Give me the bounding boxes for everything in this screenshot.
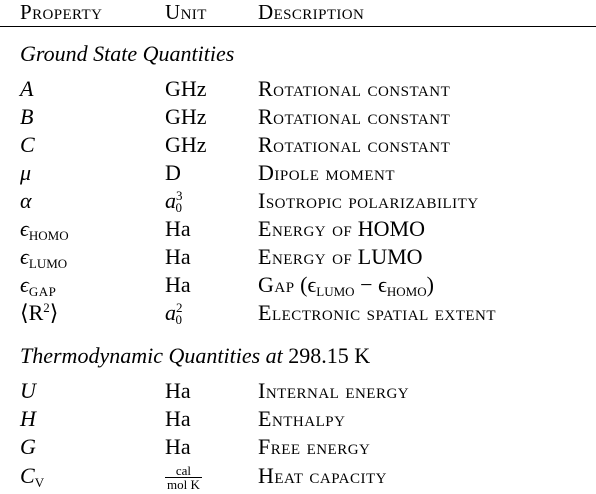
symbol: $C_V$: [20, 463, 45, 490]
table-row: [0, 462, 596, 493]
header-description: Description: [258, 0, 365, 24]
description: Gap $(\epsilon_{LUMO} - \epsilon_{HOMO})$: [258, 272, 434, 299]
description: Free energy: [258, 434, 371, 459]
table-row: [0, 215, 596, 243]
unit: $a^2_0$: [165, 300, 183, 327]
unit: Ha: [165, 216, 191, 241]
symbol: $\epsilon_{HOMO}$: [20, 216, 69, 243]
table-row: [0, 103, 596, 131]
unit: GHz: [165, 132, 207, 157]
symbol: $\epsilon_{LUMO}$: [20, 244, 68, 271]
unit: D: [165, 160, 181, 185]
section-title-thermo: Thermodynamic Quantities at 298.15 K: [20, 343, 371, 368]
unit: Ha: [165, 406, 191, 431]
symbol: $\epsilon_{GAP}$: [20, 272, 57, 299]
symbol: C: [20, 132, 35, 157]
description: Energy of LUMO: [258, 244, 423, 269]
symbol: H: [20, 406, 36, 431]
unit: Ha: [165, 272, 191, 297]
header-property: Property: [20, 0, 103, 24]
unit: $\frac{\text{cal}}{\text{mol K}}$: [167, 463, 200, 493]
description: Energy of HOMO: [258, 216, 426, 241]
description: Rotational constant: [258, 76, 451, 101]
section-title-ground: Ground State Quantities: [20, 41, 235, 66]
symbol: α: [20, 188, 32, 213]
header-unit: Unit: [165, 0, 207, 24]
table-row: [0, 271, 596, 299]
table-row: [0, 377, 596, 405]
unit: Ha: [165, 434, 191, 459]
description: Rotational constant: [258, 104, 451, 129]
unit: Ha: [165, 244, 191, 269]
table-row: [0, 131, 596, 159]
table-row: [0, 299, 596, 327]
description: Isotropic polarizability: [258, 188, 479, 213]
description: Heat capacity: [258, 463, 388, 488]
table-header: [0, 0, 596, 26]
symbol: A: [20, 76, 34, 101]
table-row: [0, 159, 596, 187]
unit: Ha: [165, 378, 191, 403]
table-row: [0, 75, 596, 103]
symbol: G: [20, 434, 36, 459]
table-row: [0, 433, 596, 461]
header-rule: [0, 26, 596, 27]
table-row: [0, 187, 596, 215]
symbol: $⟨R^2⟩$: [20, 300, 59, 325]
table-row: [0, 405, 596, 433]
description: Rotational constant: [258, 132, 451, 157]
description: Dipole moment: [258, 160, 396, 185]
symbol: B: [20, 104, 34, 129]
description: Electronic spatial extent: [258, 300, 497, 325]
unit: $a^3_0$: [165, 188, 183, 215]
symbol: μ: [20, 160, 32, 185]
unit: GHz: [165, 76, 207, 101]
description: Enthalpy: [258, 406, 346, 431]
unit: GHz: [165, 104, 207, 129]
symbol: U: [20, 378, 36, 403]
table-row: [0, 243, 596, 271]
description: Internal energy: [258, 378, 410, 403]
